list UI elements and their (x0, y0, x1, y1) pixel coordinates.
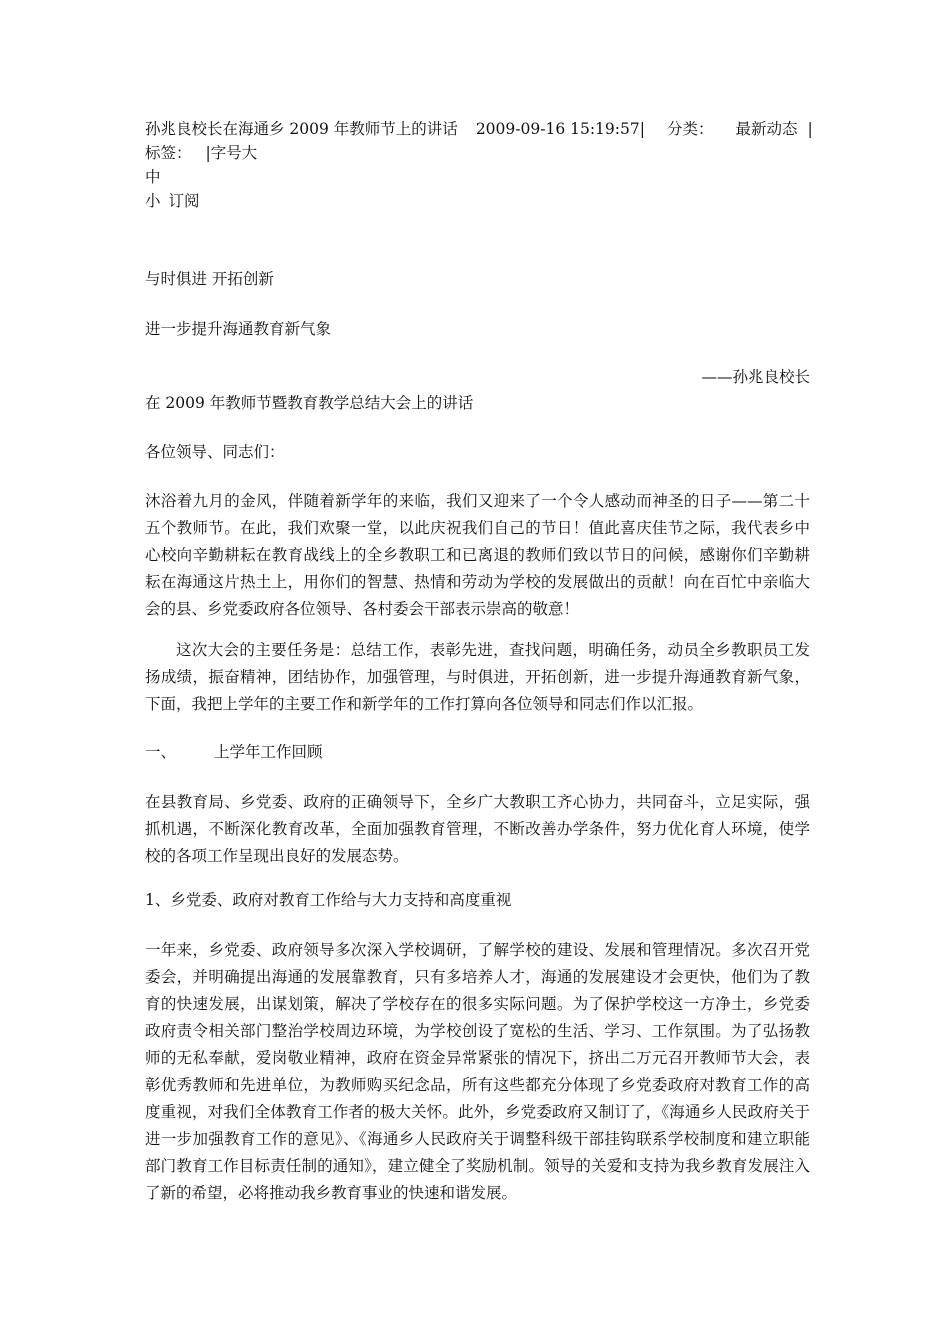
subscribe-link[interactable]: 订阅 (168, 192, 200, 210)
separator: | (807, 120, 813, 138)
category-label: 分类： (666, 120, 714, 138)
category-link[interactable]: 最新动态 (735, 120, 798, 138)
font-size-small-link[interactable]: 小 (145, 192, 161, 210)
paragraph-opening: 沐浴着九月的金风，伴随着新学年的来临，我们又迎来了一个令人感动而神圣的日子——第二十五个教师节。在此，我们欢聚一堂，以此庆祝我们自己的节日！值此喜庆佳节之际，我代表乡中心校向辛勤耕耘在教育战线上的全乡教职工和已离退的教师们致以节日的问候，感谢你们辛勤耕耘在海通这片热土上，用你们的智慧、热情和劳动为学校的发展做出的贡献！向在百忙中亲临大会的县、乡党委政府各位领导、各村委会干部表示崇高的敬意！ (145, 492, 810, 618)
article-title-line1: 与时俱进 开拓创新 (145, 270, 274, 288)
paragraph-tasks: 这次大会的主要任务是：总结工作，表彰先进，查找问题，明确任务，动员全乡教职员工发扬成绩，振奋精神，团结协作，加强管理，与时俱进，开拓创新，进一步提升海通教育新气象，下面，我把上学年的主要工作和新学年的工作打算向各位领导和同志们作以汇报。 (145, 641, 810, 713)
font-size-mid-line (145, 166, 161, 188)
post-title-link[interactable]: 孙兆良校长在海通乡 2009 年教师节上的讲话 (145, 120, 458, 138)
post-header-line (145, 118, 813, 140)
tags-label: 标签： (145, 144, 192, 162)
font-size-small-line (145, 190, 200, 212)
article-byline: ——孙兆良校长 (701, 368, 810, 386)
article-salutation: 各位领导、同志们： (145, 443, 285, 461)
section1-heading (145, 741, 323, 763)
section1-intro: 在县教育局、乡党委、政府的正确领导下，全乡广大教职工齐心协力，共同奋斗，立足实际，强抓机遇，不断深化教育改革，全面加强教育管理，不断改善办学条件，努力优化育人环境，使学校的各项工作呈现出良好的发展态势。 (145, 793, 810, 865)
subsection1-body: 一年来，乡党委、政府领导多次深入学校调研，了解学校的建设、发展和管理情况。多次召开党委会，并明确提出海通的发展靠教育，只有多培养人才，海通的发展建设才会更快，他们为了教育的快速发展，出谋划策，解决了学校存在的很多实际问题。为了保护学校这一方净土，乡党委政府责令相关部门整治学校周边环境，为学校创设了宽松的生活、学习、工作氛围。为了弘扬教师的无私奉献，爱岗敬业精神，政府在资金异常紧张的情况下，挤出二万元召开教师节大会，表彰优秀教师和先进单位，为教师购买纪念品，所有这些都充分体现了乡党委政府对教育工作的高度重视，对我们全体教育工作者的极大关怀。此外，乡党委政府又制订了，《海通乡人民政府关于进一步加强教育工作的意见》、《海通乡人民政府关于调整科级干部挂钩联系学校制度和建立职能部门教育工作目标责任制的通知》，建立健全了奖励机制。领导的关爱和支持为我乡教育发展注入了新的希望，必将推动我乡教育事业的快速和谐发展。 (145, 941, 810, 1202)
post-datetime: 2009-09-16 15:19:57 (475, 120, 640, 138)
section1-title: 上学年工作回顾 (214, 743, 323, 761)
section1-number: 一、 (145, 743, 177, 761)
font-size-mid-link[interactable]: 中 (145, 168, 161, 186)
article-title-line2: 进一步提升海通教育新气象 (145, 320, 332, 338)
article-occasion: 在 2009 年教师节暨教育教学总结大会上的讲话 (145, 394, 474, 412)
subsection1-heading: 1、乡党委、政府对教育工作给与大力支持和高度重视 (145, 891, 512, 909)
tags-line (145, 142, 257, 164)
font-size-large-link[interactable]: |字号大 (205, 144, 258, 162)
separator: | (639, 120, 645, 138)
